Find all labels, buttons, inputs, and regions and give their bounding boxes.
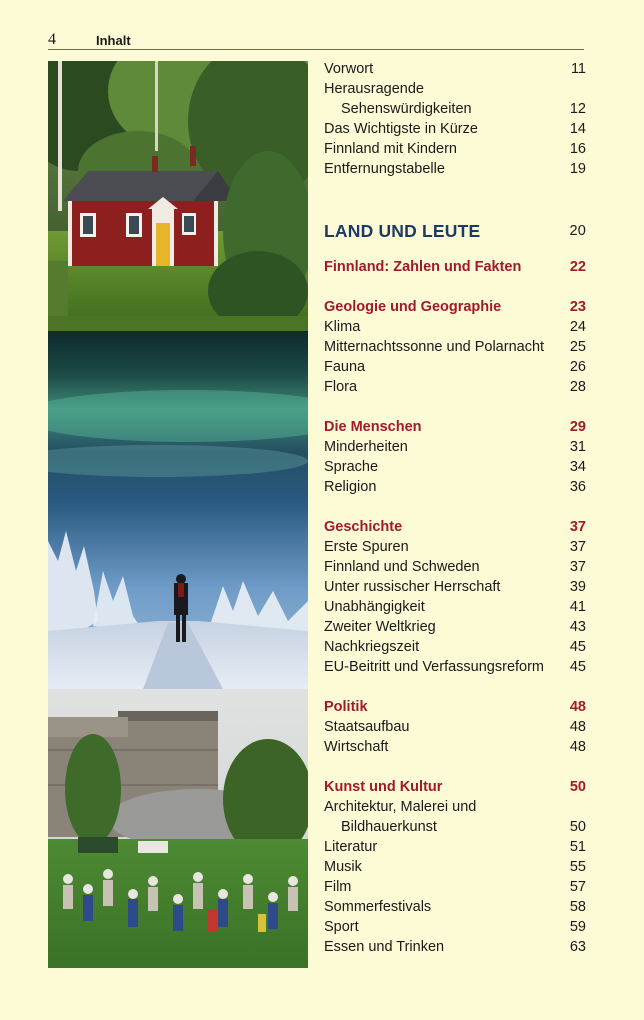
toc-entry-title: Entfernungstabelle [324, 161, 445, 177]
toc-heading-title: LAND UND LEUTE [324, 221, 481, 241]
toc-entry-title: Herausragende [324, 81, 424, 97]
toc-entry-title: Literatur [324, 839, 378, 855]
toc-entry[interactable] [324, 937, 586, 957]
toc-heading-politics[interactable] [324, 697, 586, 717]
spacer [324, 243, 586, 257]
toc-entry-title: Mitternachtssonne und Polarnacht [324, 339, 545, 355]
toc-main-heading[interactable] [324, 219, 586, 243]
toc-entry-page: 36 [569, 479, 586, 495]
toc-entry-page: 39 [569, 579, 586, 595]
toc-entry[interactable] [324, 717, 586, 737]
toc-entry[interactable] [324, 817, 586, 837]
toc-entry-page: 48 [569, 739, 586, 755]
toc-entry-page: 24 [569, 319, 586, 335]
toc-entry-page: 43 [569, 619, 586, 635]
toc-entry-title: Klima [324, 319, 361, 335]
toc-entry[interactable] [324, 877, 586, 897]
toc-entry-title: Flora [324, 379, 358, 395]
toc-entry[interactable] [324, 837, 586, 857]
toc-heading-page: 29 [569, 419, 586, 435]
toc-heading-page: 23 [569, 299, 586, 315]
toc-entry-page: 48 [569, 719, 586, 735]
toc-heading-title: Geologie und Geographie [324, 299, 502, 315]
toc-entry-title: Sommerfestivals [324, 899, 432, 915]
toc-entry[interactable] [324, 657, 586, 677]
toc-entry-herausragende[interactable] [324, 79, 586, 99]
toc-entry-title: Nachkriegszeit [324, 639, 420, 655]
toc-entry-page: 37 [569, 539, 586, 555]
toc-entry-title: Sehenswürdigkeiten [341, 101, 472, 117]
toc-entry[interactable] [324, 377, 586, 397]
toc-entry[interactable] [324, 557, 586, 577]
toc-entry[interactable] [324, 617, 586, 637]
toc-entry-page: 45 [569, 639, 586, 655]
toc-heading-page: 48 [569, 699, 586, 715]
spacer [324, 179, 586, 219]
toc-entry-title: Erste Spuren [324, 539, 409, 555]
toc-entry-page: 37 [569, 559, 586, 575]
spacer [324, 277, 586, 297]
toc-entry-entfernungstabelle[interactable] [324, 159, 586, 179]
toc-entry-wichtigste[interactable] [324, 119, 586, 139]
toc-entry-title: Finnland mit Kindern [324, 141, 457, 157]
toc-entry[interactable] [324, 737, 586, 757]
toc-entry-page: 14 [569, 121, 586, 137]
toc-entry-title: Fauna [324, 359, 366, 375]
toc-entry-title: EU-Beitritt und Verfassungsreform [324, 659, 545, 675]
toc-entry-title: Zweiter Weltkrieg [324, 619, 436, 635]
toc-entry-page: 19 [569, 161, 586, 177]
toc-entry-title: Vorwort [324, 61, 374, 77]
toc-entry-page: 12 [569, 101, 586, 117]
page-header [48, 30, 584, 50]
toc-entry[interactable] [324, 577, 586, 597]
toc-entry-page: 28 [569, 379, 586, 395]
photo-aurora-snow-road [48, 331, 308, 689]
toc-entry-title: Sport [324, 919, 359, 935]
toc-heading-title: Geschichte [324, 519, 403, 535]
toc-entry[interactable] [324, 317, 586, 337]
toc-entry-title: Unabhängigkeit [324, 599, 425, 615]
toc-heading-history[interactable] [324, 517, 586, 537]
toc-entry[interactable] [324, 337, 586, 357]
toc-entry-page: 59 [569, 919, 586, 935]
toc-entry-page: 55 [569, 859, 586, 875]
toc-entry-page: 58 [569, 899, 586, 915]
toc-entry-title: Architektur, Malerei und [324, 799, 477, 815]
toc-heading-culture[interactable] [324, 777, 586, 797]
toc-entry-title: Sprache [324, 459, 379, 475]
toc-entry-title: Film [324, 879, 352, 895]
spacer [324, 757, 586, 777]
toc-heading-page: 37 [569, 519, 586, 535]
toc-entry-page: 51 [569, 839, 586, 855]
toc-entry[interactable] [324, 917, 586, 937]
toc-entry-page: 34 [569, 459, 586, 475]
toc-entry-title: Unter russischer Herrschaft [324, 579, 501, 595]
toc-heading-page: 20 [569, 223, 586, 239]
toc-heading-title: Politik [324, 699, 368, 715]
toc-entry[interactable] [324, 477, 586, 497]
photo-red-cottage [48, 61, 308, 331]
toc-heading-page: 22 [569, 259, 586, 275]
toc-entry-sehenswuerdigkeiten[interactable] [324, 99, 586, 119]
section-label: Inhalt [96, 33, 131, 48]
photo-castle-festival [48, 689, 308, 968]
toc-entry[interactable] [324, 537, 586, 557]
toc-entry-title: Das Wichtigste in Kürze [324, 121, 478, 137]
toc-entry-title: Staatsaufbau [324, 719, 410, 735]
toc-heading-geology[interactable] [324, 297, 586, 317]
toc-entry-page: 31 [569, 439, 586, 455]
toc-entry[interactable] [324, 637, 586, 657]
toc-entry-page: 45 [569, 659, 586, 675]
toc-entry-vorwort[interactable] [324, 59, 586, 79]
toc-entry[interactable] [324, 357, 586, 377]
table-of-contents [324, 59, 586, 957]
spacer [324, 677, 586, 697]
toc-heading-title: Die Menschen [324, 419, 422, 435]
toc-entry-page: 57 [569, 879, 586, 895]
toc-entry[interactable] [324, 797, 586, 817]
toc-heading-title: Finnland: Zahlen und Fakten [324, 259, 522, 275]
toc-entry-page: 25 [569, 339, 586, 355]
toc-entry-page: 41 [569, 599, 586, 615]
toc-heading-facts[interactable] [324, 257, 586, 277]
toc-entry-title: Religion [324, 479, 377, 495]
toc-entry-title: Minderheiten [324, 439, 408, 455]
toc-entry-title: Musik [324, 859, 362, 875]
toc-entry[interactable] [324, 857, 586, 877]
toc-entry-page: 50 [569, 819, 586, 835]
toc-heading-title: Kunst und Kultur [324, 779, 443, 795]
spacer [324, 497, 586, 517]
toc-entry-title: Bildhauerkunst [341, 819, 437, 835]
toc-entry-page: 16 [569, 141, 586, 157]
toc-entry-title: Essen und Trinken [324, 939, 445, 955]
toc-heading-people[interactable] [324, 417, 586, 437]
toc-entry-title: Finnland und Schweden [324, 559, 480, 575]
toc-entry-page: 11 [570, 61, 586, 77]
toc-entry-page: 26 [569, 359, 586, 375]
toc-entry-page: 63 [569, 939, 586, 955]
toc-entry[interactable] [324, 597, 586, 617]
toc-entry-title: Wirtschaft [324, 739, 389, 755]
toc-entry[interactable] [324, 437, 586, 457]
toc-entry[interactable] [324, 897, 586, 917]
page-number: 4 [48, 31, 56, 48]
spacer [324, 397, 586, 417]
toc-heading-page: 50 [569, 779, 586, 795]
toc-entry[interactable] [324, 457, 586, 477]
toc-entry-kinder[interactable] [324, 139, 586, 159]
